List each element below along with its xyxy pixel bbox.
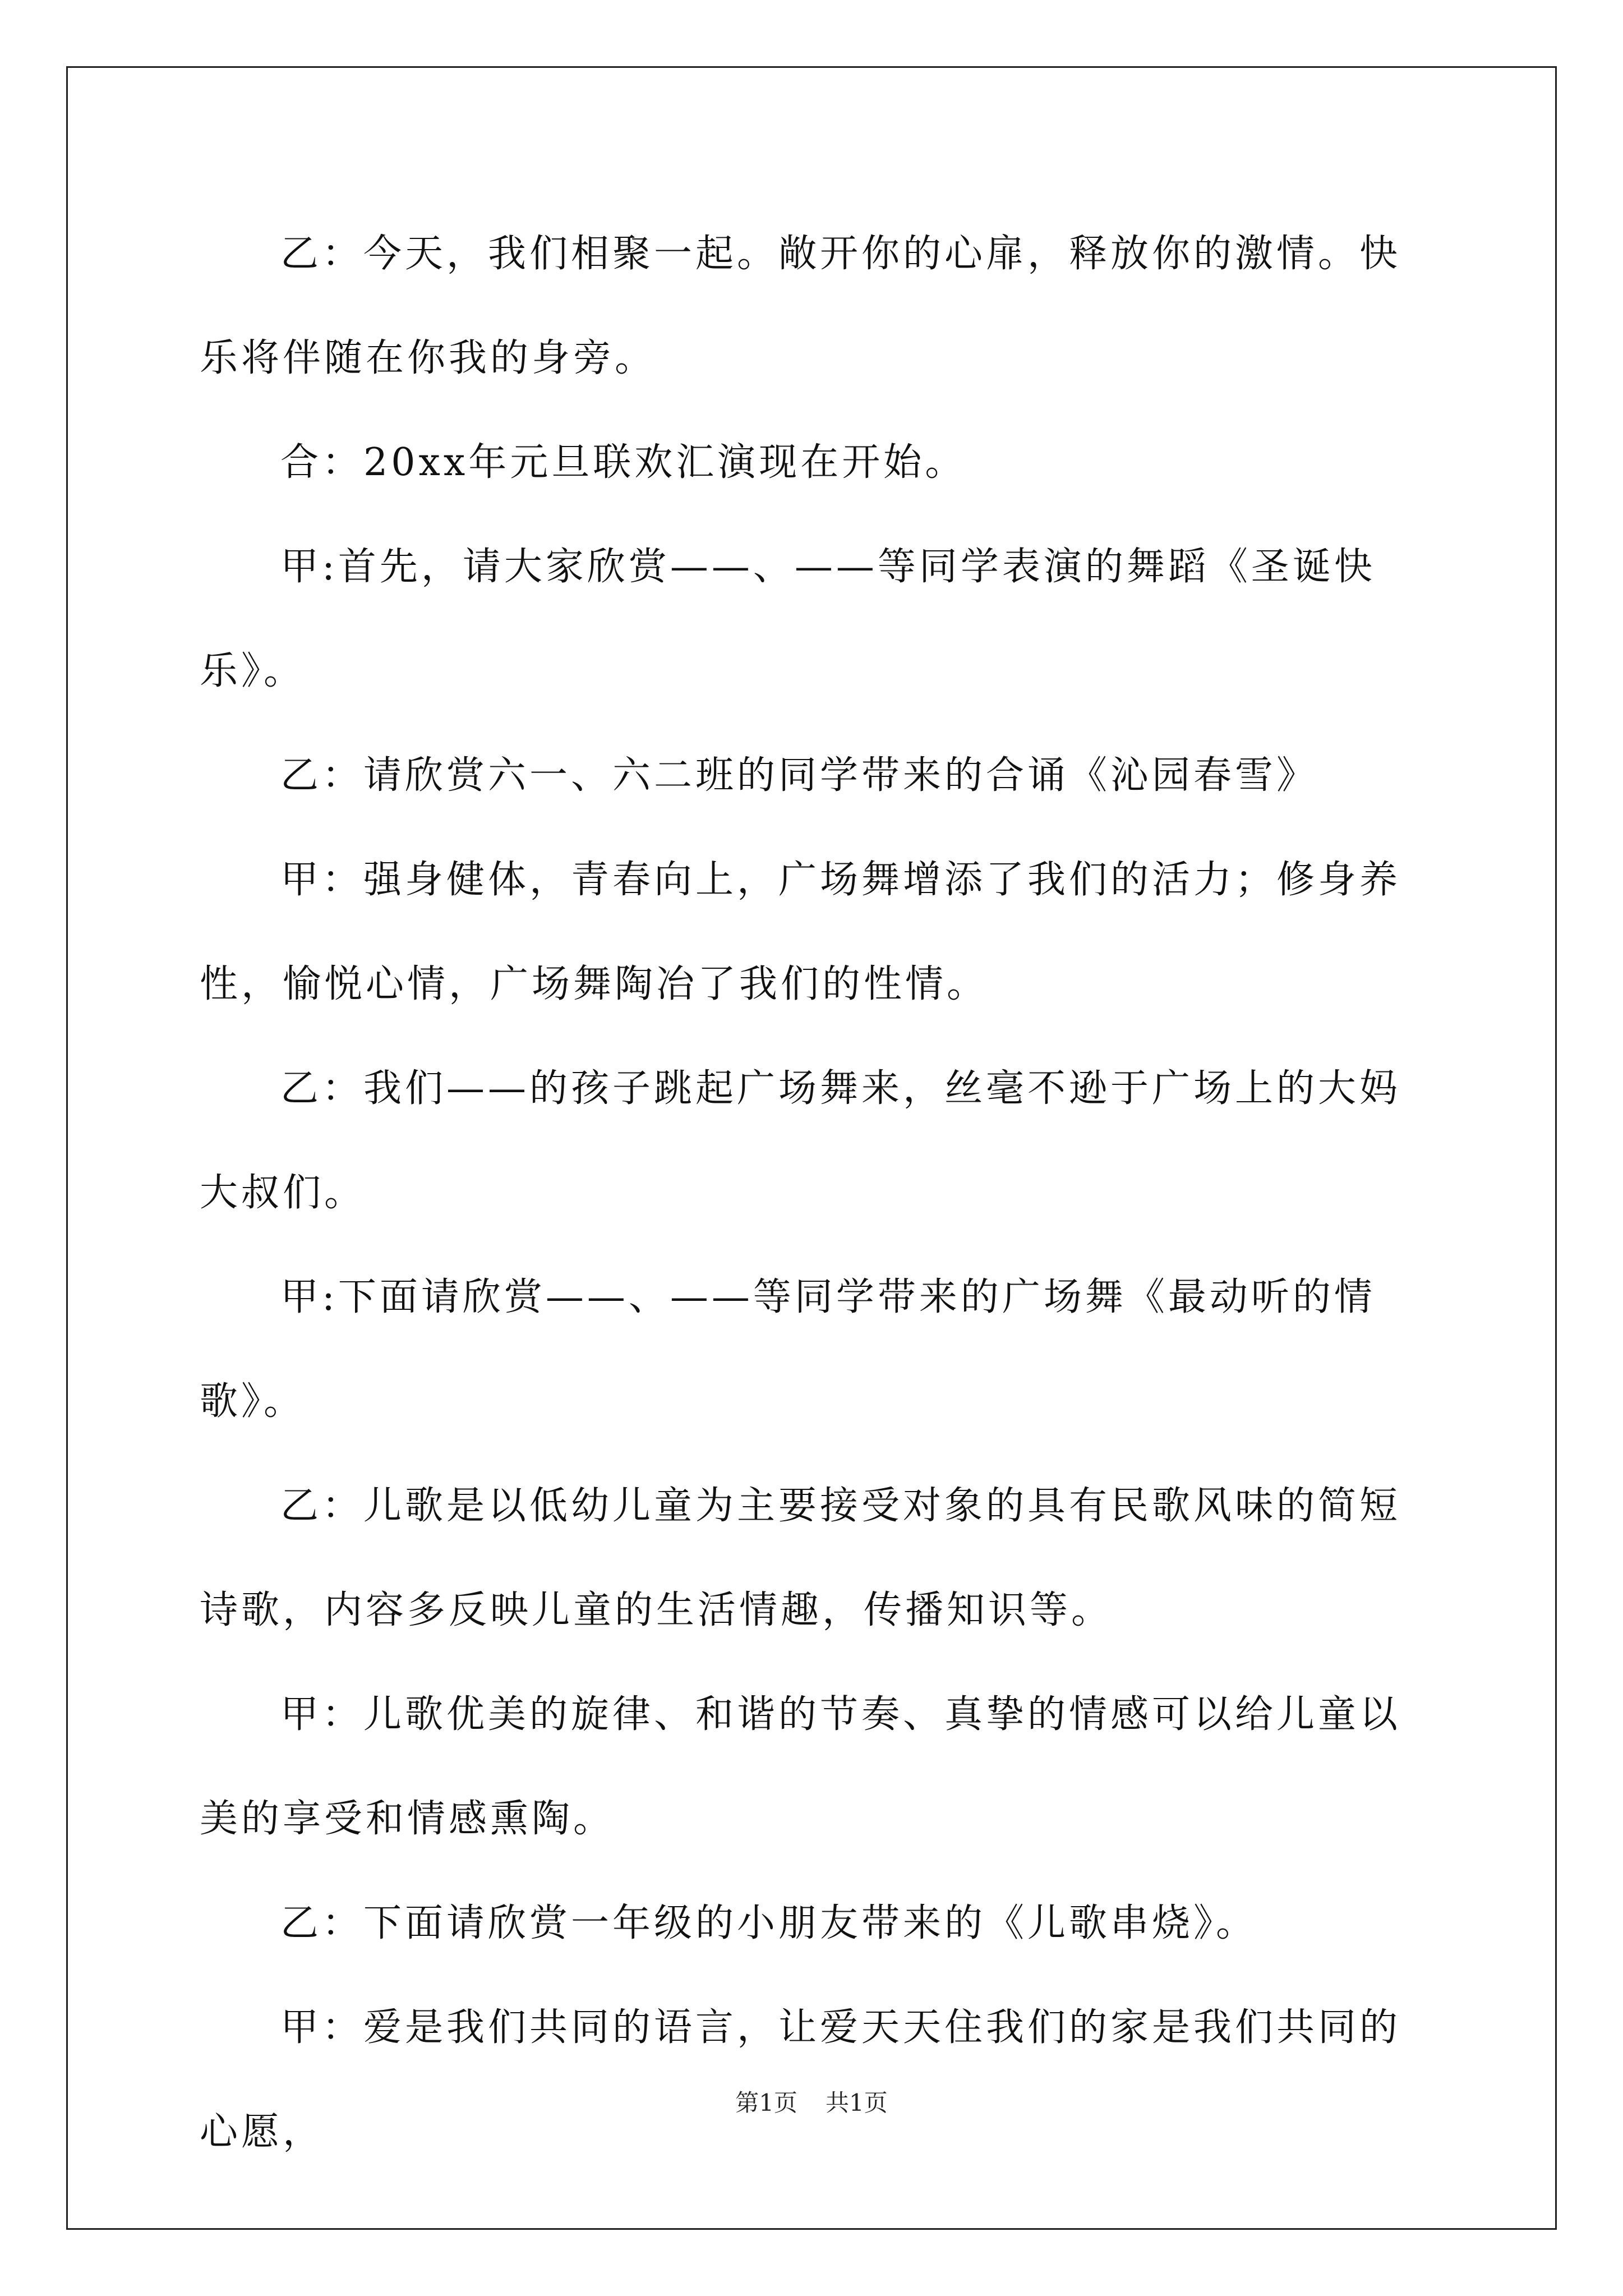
paragraph-9: 甲：儿歌优美的旋律、和谐的节奏、真挚的情感可以给儿童以美的享受和情感熏陶。 [200, 1692, 1401, 1841]
paragraph-8: 乙：儿歌是以低幼儿童为主要接受对象的具有民歌风味的简短诗歌，内容多反映儿童的生活情趣，传播知识等。 [200, 1484, 1401, 1632]
document-body [200, 202, 1439, 2184]
paragraph-3: 甲:首先，请大家欣赏——、——等同学表演的舞蹈《圣诞快乐》。 [200, 545, 1376, 693]
page-number-total: 共1页 [826, 2089, 888, 2116]
paragraph-11: 甲：爱是我们共同的语言，让爱天天住我们的家是我们共同的心愿， [200, 2005, 1401, 2154]
paragraph-1: 乙：今天，我们相聚一起。敞开你的心扉，释放你的激情。快乐将伴随在你我的身旁。 [200, 232, 1401, 380]
page-footer [0, 2085, 1623, 2118]
paragraph-7: 甲:下面请欣赏——、——等同学带来的广场舞《最动听的情歌》。 [200, 1275, 1376, 1424]
paragraph-4: 乙：请欣赏六一、六二班的同学带来的合诵《沁园春雪》 [280, 753, 1318, 798]
paragraph-2: 合：20xx年元旦联欢汇演现在开始。 [280, 440, 967, 485]
paragraph-10: 乙：下面请欣赏一年级的小朋友带来的《儿歌串烧》。 [280, 1901, 1258, 1945]
page-number-current: 第1页 [735, 2089, 797, 2116]
paragraph-6: 乙：我们——的孩子跳起广场舞来，丝毫不逊于广场上的大妈大叔们。 [200, 1066, 1401, 1215]
paragraph-5: 甲：强身健体，青春向上，广场舞增添了我们的活力；修身养性，愉悦心情，广场舞陶冶了我们的性情。 [200, 858, 1401, 1006]
